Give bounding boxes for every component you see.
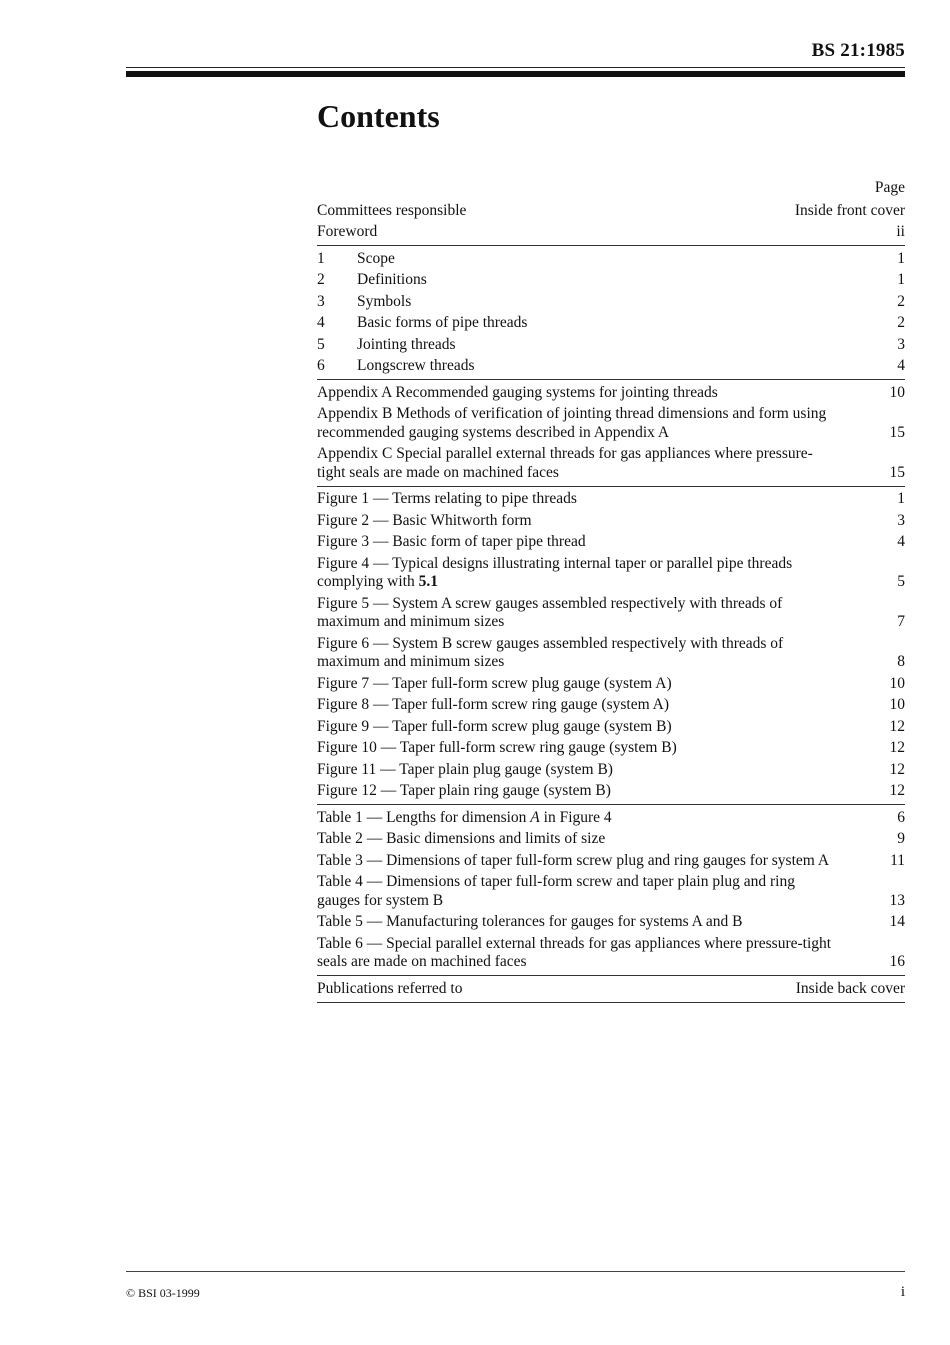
toc-group [317, 805, 905, 976]
entry-title: Figure 6 — System B screw gauges assembled respectively with threads of maximum and minimum sizes [317, 634, 784, 670]
toc-entry[interactable] [317, 633, 905, 673]
toc-entry-label [317, 675, 672, 694]
toc-entry[interactable] [317, 222, 905, 244]
entry-title: Figure 7 — Taper full-form screw plug gauge (system A) [317, 674, 672, 692]
toc-entry-label [317, 445, 837, 482]
toc-entry[interactable] [317, 334, 905, 356]
clause-reference: 5.1 [418, 573, 438, 590]
toc-entry[interactable] [317, 382, 905, 404]
toc-page-number: 2 [897, 314, 905, 331]
toc-entry[interactable] [317, 695, 905, 717]
toc-entry[interactable] [317, 807, 905, 829]
toc-entry[interactable] [317, 489, 905, 511]
toc-entry-label [317, 533, 586, 552]
toc-entry-label [317, 830, 605, 849]
toc-entry[interactable] [317, 532, 905, 554]
entry-title: Figure 4 — Typical designs illustrating internal taper or parallel pipe threads complying with [317, 554, 793, 590]
toc-entry-label [317, 223, 377, 242]
toc-entry[interactable] [317, 270, 905, 292]
toc-entry-label [317, 405, 837, 442]
toc-page-number: Inside front cover [794, 201, 905, 219]
toc-page-number: 3 [897, 511, 905, 529]
toc-page-number: 10 [889, 383, 905, 401]
toc-page-number: 15 [889, 463, 905, 481]
entry-title: Table 4 — Dimensions of taper full-form screw and taper plain plug and ring gauges for system B [317, 873, 795, 909]
toc-page-number: 6 [897, 808, 905, 826]
toc-entry-label [317, 852, 829, 871]
toc-page-number: 4 [897, 357, 905, 374]
toc-page-number: ii [896, 223, 905, 240]
entry-title: Table 2 — Basic dimensions and limits of size [317, 830, 606, 847]
entry-title: Appendix B Methods of verification of jointing thread dimensions and form using recommended gauging systems described in Appendix A [317, 405, 827, 441]
toc-entry-label [317, 271, 427, 290]
entry-title: Appendix C Special parallel external threads for gas appliances where pressure-tight seals are made on machined faces [317, 445, 813, 481]
entry-title-tail: in Figure 4 [543, 808, 612, 826]
toc-entry[interactable] [317, 593, 905, 633]
toc-entry[interactable] [317, 759, 905, 781]
toc-entry[interactable] [317, 872, 905, 912]
table-of-contents [317, 178, 905, 1003]
clause-number: 2 [317, 271, 325, 288]
toc-entry[interactable] [317, 444, 905, 484]
toc-page-number: 8 [897, 653, 905, 670]
toc-entry-label [317, 635, 837, 672]
header-rule-thin [126, 67, 905, 68]
toc-entry-label [317, 935, 837, 972]
toc-entry[interactable] [317, 404, 905, 444]
toc-page-number: Inside back cover [795, 979, 905, 997]
toc-entry[interactable] [317, 291, 905, 313]
toc-entry-label [317, 384, 718, 403]
entry-title: Figure 2 — Basic Whitworth form [317, 511, 532, 529]
toc-entry-label [317, 980, 462, 999]
toc-page-number: 4 [897, 533, 905, 550]
dimension-symbol: A [530, 808, 540, 826]
toc-entry[interactable] [317, 553, 905, 593]
toc-page-number: 5 [897, 573, 905, 590]
entry-title: Figure 9 — Taper full-form screw plug gauge (system B) [317, 717, 672, 735]
toc-entry-label [317, 490, 577, 509]
toc-entry[interactable] [317, 738, 905, 760]
toc-page-number: 12 [889, 782, 905, 799]
entry-title: Figure 1 — Terms relating to pipe threads [317, 490, 577, 507]
toc-entry[interactable] [317, 912, 905, 934]
toc-page-number: 9 [897, 830, 905, 847]
toc-entry[interactable] [317, 978, 905, 1000]
entry-title: Figure 5 — System A screw gauges assembled respectively with threads of maximum and minimum sizes [317, 594, 783, 630]
toc-page-number: 2 [897, 292, 905, 310]
entry-title: Publications referred to [317, 979, 463, 997]
toc-entry[interactable] [317, 933, 905, 973]
entry-title: Figure 8 — Taper full-form screw ring gauge (system A) [317, 696, 670, 713]
entry-title: Foreword [317, 223, 378, 240]
entry-title: Figure 10 — Taper full-form screw ring gauge (system B) [317, 739, 677, 756]
toc-page-number: 1 [897, 490, 905, 507]
entry-title: Committees responsible [317, 201, 467, 219]
toc-page-number: 12 [889, 760, 905, 778]
toc-group [317, 487, 905, 806]
toc-entry-label [317, 314, 527, 333]
toc-group [317, 198, 905, 246]
entry-title: Figure 12 — Taper plain ring gauge (system B) [317, 782, 611, 799]
toc-group [317, 380, 905, 487]
toc-entry-label [317, 809, 612, 828]
toc-page-number: 1 [897, 271, 905, 288]
entry-title: Figure 3 — Basic form of taper pipe thread [317, 533, 586, 550]
toc-entry-label [317, 555, 837, 592]
entry-title: Table 1 — Lengths for dimension [317, 808, 527, 826]
entry-title: Appendix A Recommended gauging systems for jointing threads [317, 383, 718, 401]
page-number: i [900, 1284, 905, 1300]
entry-title: Definitions [357, 271, 427, 288]
toc-entry[interactable] [317, 356, 905, 378]
entry-title: Longscrew threads [357, 357, 475, 374]
toc-group [317, 246, 905, 380]
footer-rule [126, 1271, 905, 1272]
toc-entry-label [317, 293, 411, 312]
toc-entry[interactable] [317, 850, 905, 872]
toc-page-number: 12 [889, 717, 905, 735]
toc-entry-label [317, 739, 677, 758]
toc-entry-label [317, 202, 466, 221]
entry-title: Table 6 — Special parallel external threads for gas appliances where pressure-tight seals are made on machined faces [317, 934, 832, 970]
clause-number: 3 [317, 292, 325, 310]
clause-number: 5 [317, 335, 325, 353]
toc-entry-label [317, 512, 532, 531]
toc-entry[interactable] [317, 673, 905, 695]
page-column-heading: Page [874, 179, 905, 196]
toc-page-number: 13 [889, 891, 905, 909]
entry-title: Jointing threads [357, 335, 456, 353]
copyright-notice: © BSI 03-1999 [126, 1286, 200, 1300]
toc-entry[interactable] [317, 200, 905, 222]
toc-page-number: 12 [889, 739, 905, 756]
clause-number: 6 [317, 357, 325, 374]
entry-title: Table 3 — Dimensions of taper full-form screw plug and ring gauges for system A [317, 851, 830, 869]
toc-page-number: 3 [897, 335, 905, 353]
document-id: BS 21:1985 [811, 40, 905, 61]
toc-entry-label [317, 761, 613, 780]
header-rule-thick [126, 71, 905, 77]
toc-page-number: 7 [897, 613, 905, 630]
toc-group [317, 976, 905, 1003]
toc-entry-label [317, 913, 743, 932]
entry-title: Figure 11 — Taper plain plug gauge (system B) [317, 760, 613, 778]
toc-entry-label [317, 250, 395, 269]
entry-title: Scope [357, 249, 395, 267]
toc-entry-label [317, 782, 611, 801]
toc-page-number: 16 [889, 953, 905, 970]
toc-entry[interactable] [317, 829, 905, 851]
toc-entry-label [317, 595, 837, 632]
toc-entry-label [317, 357, 475, 376]
toc-entry[interactable] [317, 781, 905, 803]
toc-entry-label [317, 336, 456, 355]
clause-number: 4 [317, 314, 325, 331]
toc-entry[interactable] [317, 248, 905, 270]
toc-page-number: 11 [890, 851, 905, 869]
toc-page-number: 14 [889, 913, 905, 930]
toc-entry[interactable] [317, 510, 905, 532]
entry-title: Symbols [357, 292, 412, 310]
toc-entry-label [317, 696, 669, 715]
toc-entry-label [317, 873, 837, 910]
toc-entry[interactable] [317, 313, 905, 335]
toc-page-number: 15 [889, 423, 905, 441]
toc-entry-label [317, 718, 672, 737]
entry-title: Basic forms of pipe threads [357, 314, 528, 331]
clause-number: 1 [317, 249, 325, 267]
toc-page-number: 1 [897, 249, 905, 267]
toc-entry[interactable] [317, 716, 905, 738]
entry-title: Table 5 — Manufacturing tolerances for gauges for systems A and B [317, 913, 743, 930]
toc-page-number: 10 [889, 696, 905, 713]
page-title: Contents [317, 98, 440, 134]
toc-page-number: 10 [889, 674, 905, 692]
